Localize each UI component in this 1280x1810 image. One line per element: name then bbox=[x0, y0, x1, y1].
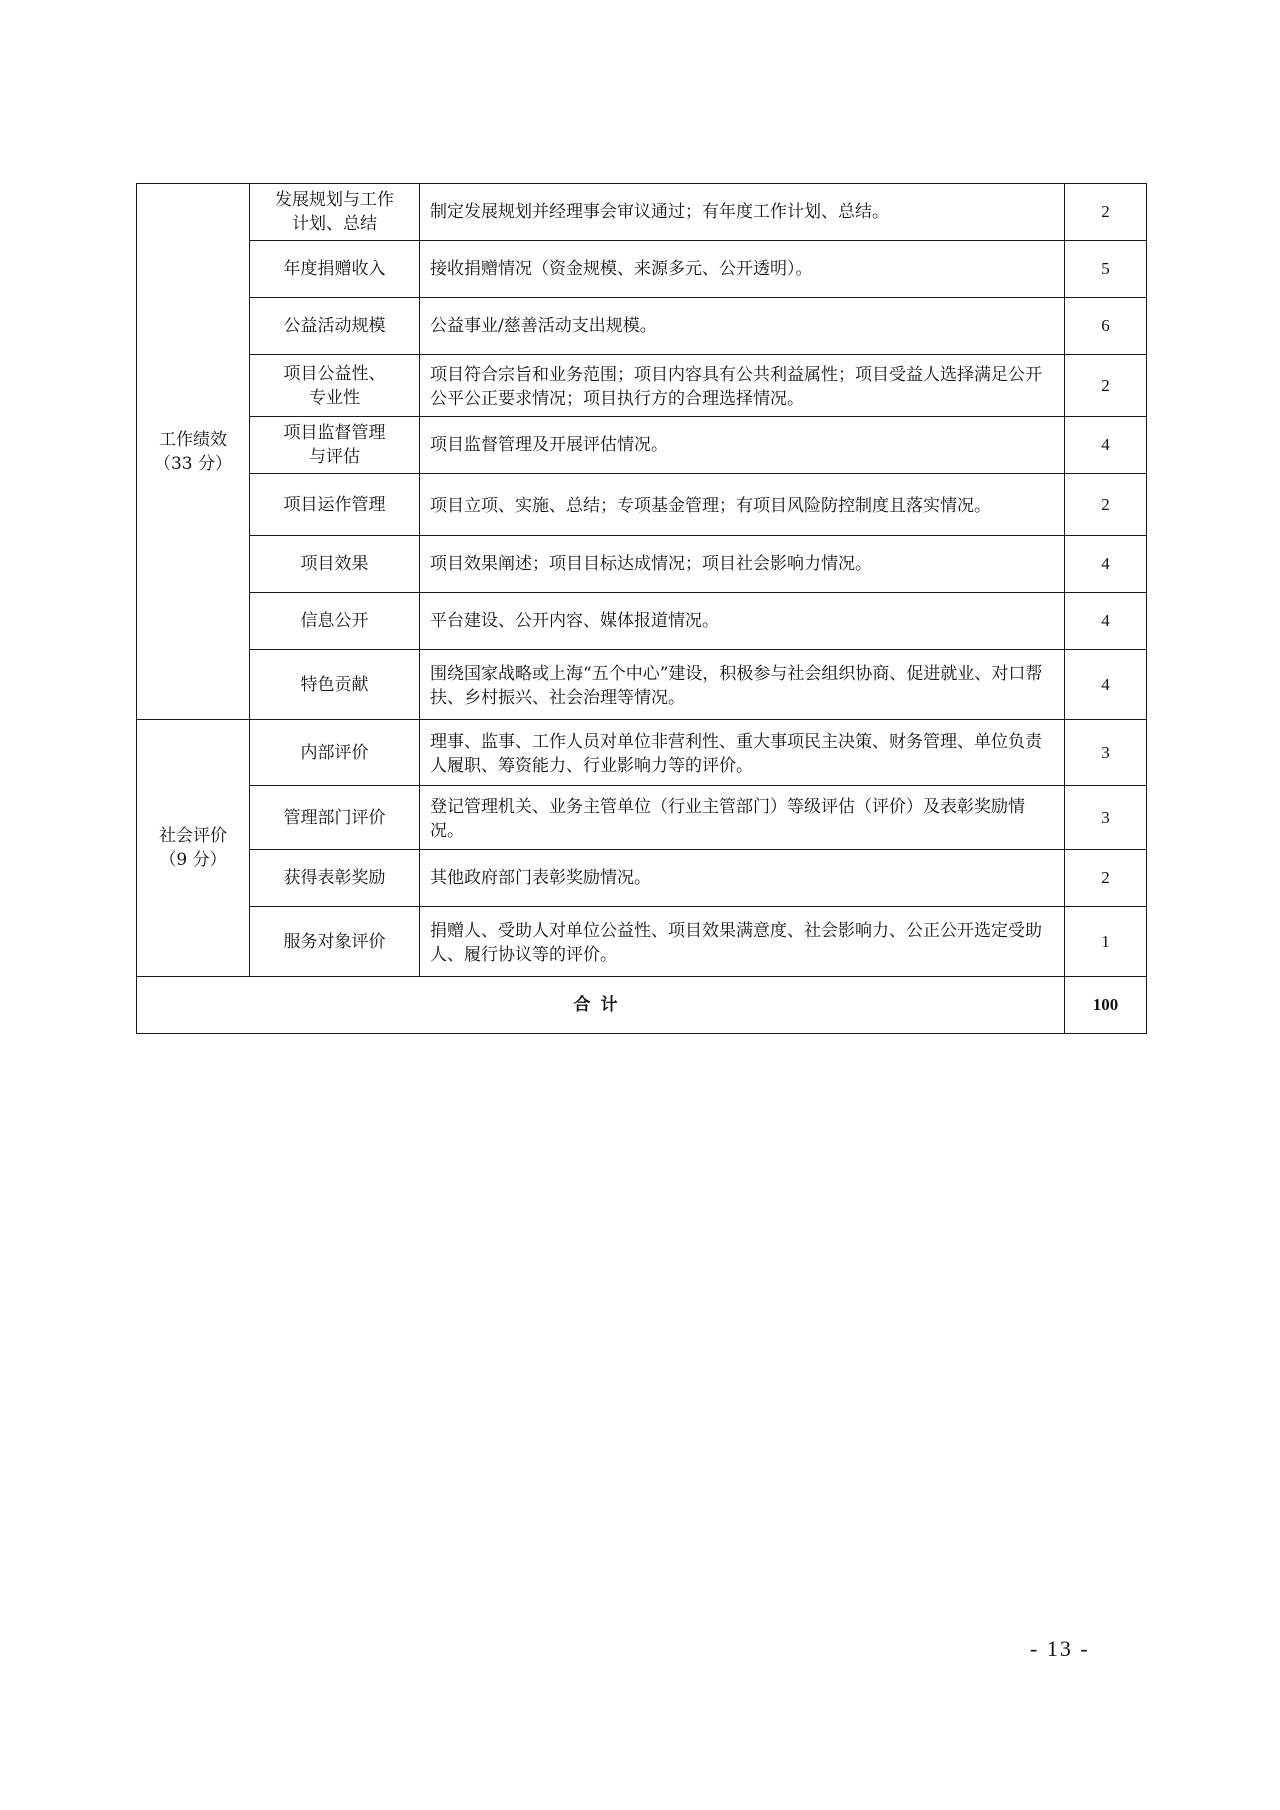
score-cell: 5 bbox=[1065, 241, 1147, 298]
description-cell: 接收捐赠情况（资金规模、来源多元、公开透明）。 bbox=[420, 241, 1065, 298]
score-cell: 3 bbox=[1065, 720, 1147, 786]
score-cell: 2 bbox=[1065, 850, 1147, 907]
description-cell: 其他政府部门表彰奖励情况。 bbox=[420, 850, 1065, 907]
item-cell: 特色贡献 bbox=[250, 650, 420, 720]
category-cell: 工作绩效 （33 分） bbox=[137, 184, 250, 720]
score-cell: 4 bbox=[1065, 417, 1147, 474]
description-cell: 制定发展规划并经理事会审议通过；有年度工作计划、总结。 bbox=[420, 184, 1065, 241]
evaluation-table bbox=[136, 183, 1147, 1034]
table-row bbox=[137, 184, 1147, 241]
item-cell: 项目监督管理 与评估 bbox=[250, 417, 420, 474]
description-cell: 围绕国家战略或上海“五个中心”建设，积极参与社会组织协商、促进就业、对口帮扶、乡村振兴、社会治理等情况。 bbox=[420, 650, 1065, 720]
table-row bbox=[137, 474, 1147, 536]
total-score: 100 bbox=[1065, 977, 1147, 1034]
table-row bbox=[137, 536, 1147, 593]
score-cell: 2 bbox=[1065, 184, 1147, 241]
item-cell: 管理部门评价 bbox=[250, 786, 420, 850]
description-cell: 项目监督管理及开展评估情况。 bbox=[420, 417, 1065, 474]
table-row bbox=[137, 241, 1147, 298]
description-cell: 项目立项、实施、总结；专项基金管理；有项目风险防控制度且落实情况。 bbox=[420, 474, 1065, 536]
item-cell: 年度捐赠收入 bbox=[250, 241, 420, 298]
page-number: - 13 - bbox=[1030, 1636, 1090, 1661]
description-cell: 理事、监事、工作人员对单位非营利性、重大事项民主决策、财务管理、单位负责人履职、筹资能力、行业影响力等的评价。 bbox=[420, 720, 1065, 786]
item-cell: 项目公益性、 专业性 bbox=[250, 355, 420, 417]
score-cell: 4 bbox=[1065, 536, 1147, 593]
item-cell: 获得表彰奖励 bbox=[250, 850, 420, 907]
score-cell: 2 bbox=[1065, 474, 1147, 536]
item-cell: 服务对象评价 bbox=[250, 907, 420, 977]
table-row bbox=[137, 650, 1147, 720]
table-row bbox=[137, 298, 1147, 355]
description-cell: 项目效果阐述；项目目标达成情况；项目社会影响力情况。 bbox=[420, 536, 1065, 593]
table-row bbox=[137, 907, 1147, 977]
description-cell: 项目符合宗旨和业务范围；项目内容具有公共利益属性；项目受益人选择满足公开公平公正要求情况；项目执行方的合理选择情况。 bbox=[420, 355, 1065, 417]
table-row bbox=[137, 593, 1147, 650]
item-cell: 项目效果 bbox=[250, 536, 420, 593]
item-cell: 公益活动规模 bbox=[250, 298, 420, 355]
score-cell: 2 bbox=[1065, 355, 1147, 417]
item-cell: 发展规划与工作 计划、总结 bbox=[250, 184, 420, 241]
score-cell: 4 bbox=[1065, 650, 1147, 720]
description-cell: 平台建设、公开内容、媒体报道情况。 bbox=[420, 593, 1065, 650]
score-cell: 1 bbox=[1065, 907, 1147, 977]
table-row bbox=[137, 355, 1147, 417]
table-row bbox=[137, 720, 1147, 786]
table-row bbox=[137, 850, 1147, 907]
description-cell: 捐赠人、受助人对单位公益性、项目效果满意度、社会影响力、公正公开选定受助人、履行协议等的评价。 bbox=[420, 907, 1065, 977]
item-cell: 内部评价 bbox=[250, 720, 420, 786]
table-row bbox=[137, 786, 1147, 850]
score-cell: 3 bbox=[1065, 786, 1147, 850]
item-cell: 信息公开 bbox=[250, 593, 420, 650]
total-label: 合计 bbox=[137, 977, 1065, 1034]
table-row bbox=[137, 417, 1147, 474]
description-cell: 公益事业/慈善活动支出规模。 bbox=[420, 298, 1065, 355]
total-row bbox=[137, 977, 1147, 1034]
score-cell: 6 bbox=[1065, 298, 1147, 355]
score-cell: 4 bbox=[1065, 593, 1147, 650]
item-cell: 项目运作管理 bbox=[250, 474, 420, 536]
description-cell: 登记管理机关、业务主管单位（行业主管部门）等级评估（评价）及表彰奖励情况。 bbox=[420, 786, 1065, 850]
category-cell: 社会评价 （9 分） bbox=[137, 720, 250, 977]
